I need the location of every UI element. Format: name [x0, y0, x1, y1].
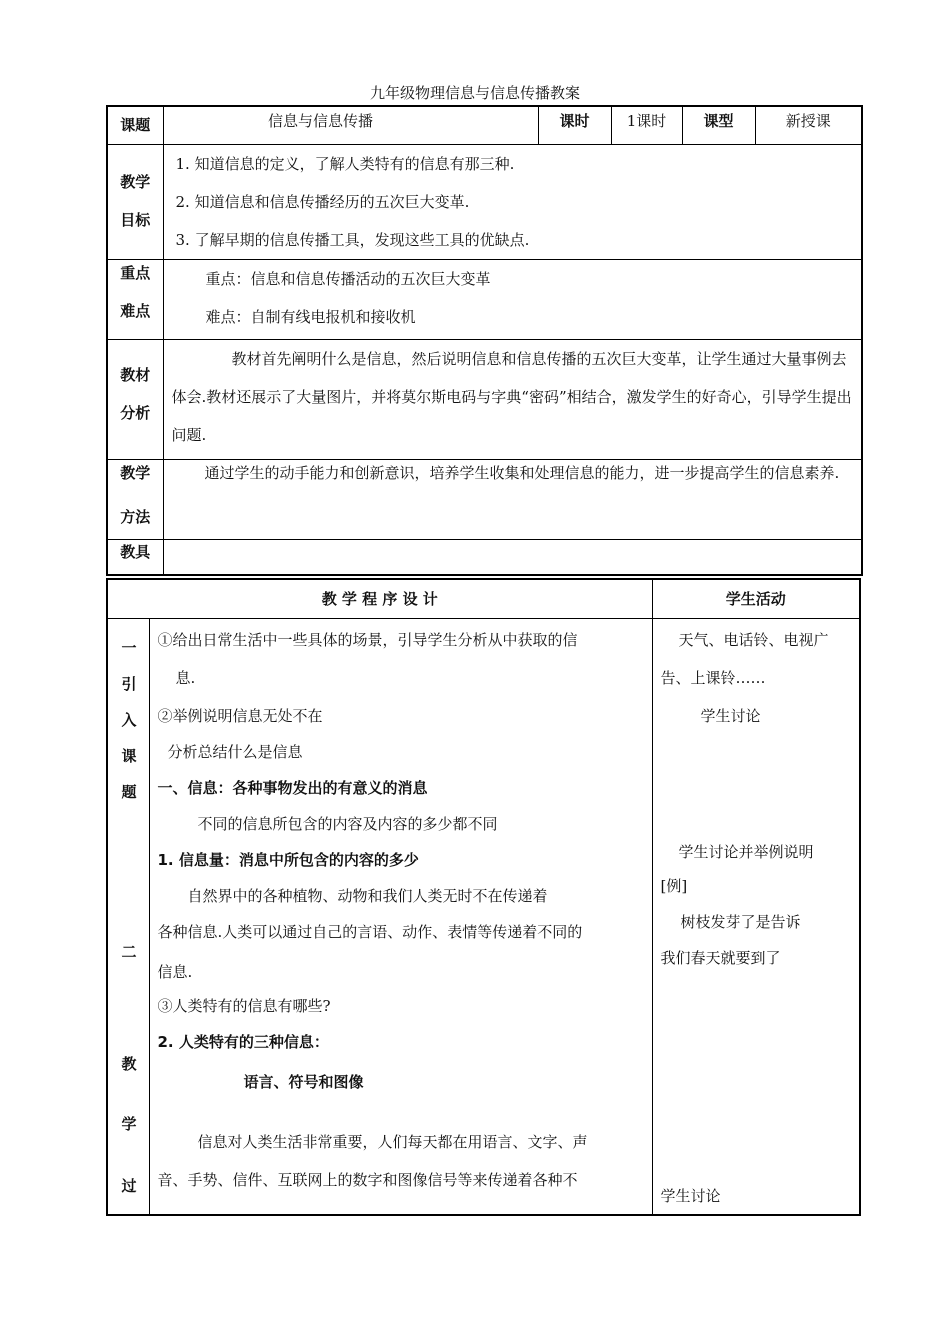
- goals-label: 教学 目标: [107, 144, 163, 259]
- topic-label: 课题: [107, 106, 163, 144]
- hours-label: 课时: [538, 106, 611, 144]
- document-title: 九年级物理信息与信息传播教案: [369, 84, 580, 102]
- stage-char: 过: [121, 1177, 137, 1195]
- tools-label: 教具: [107, 539, 163, 575]
- activity-line: 告、上课铃……: [660, 669, 766, 687]
- student-activity-header: 学生活动: [652, 579, 860, 619]
- stage-char: 引: [121, 675, 137, 693]
- type-label: 课型: [682, 106, 755, 144]
- topic-value: 信息与信息传播: [163, 106, 538, 144]
- procedure-line: ①给出日常生活中一些具体的场景，引导学生分析从中获取的信: [157, 631, 578, 649]
- procedure-line: 不同的信息所包含的内容及内容的多少都不同: [197, 815, 498, 833]
- stage-char: 二: [121, 943, 137, 961]
- stage-char: 教: [121, 1055, 137, 1073]
- student-activity-content: [652, 619, 860, 1215]
- stage-char: 入: [121, 711, 137, 729]
- goal-item: 2. 知道信息和信息传播经历的五次巨大变革.: [175, 192, 470, 211]
- stage-column: [107, 619, 149, 1215]
- type-value: 新授课: [755, 106, 862, 144]
- activity-line: 树枝发芽了是告诉: [680, 913, 801, 931]
- procedure-content: [149, 619, 652, 1215]
- procedure-line: ②举例说明信息无处不在: [157, 707, 323, 725]
- activity-line: 学生讨论: [660, 1187, 721, 1205]
- lesson-design-table: [106, 578, 861, 1216]
- activity-line: 天气、电话铃、电视广: [678, 631, 829, 649]
- procedure-heading: 一、信息：各种事物发出的有意义的消息: [157, 779, 428, 797]
- procedure-line: 音、手势、信件、互联网上的数字和图像信号等来传递着各种不: [157, 1171, 578, 1189]
- design-header: 教 学 程 序 设 计: [107, 579, 652, 619]
- tools-content: [163, 539, 862, 575]
- lesson-info-table: [106, 105, 863, 576]
- analysis-content: 教材首先阐明什么是信息，然后说明信息和信息传播的五次巨大变革，让学生通过大量事例去体会.教材还展示了大量图片，并将莫尔斯电码与字典“密码”相结合，激发学生的好奇心，引导学生提出问题.: [163, 339, 862, 459]
- focus-content: [163, 259, 862, 339]
- difficult-point: 难点：自制有线电报机和接收机: [205, 307, 416, 326]
- goal-item: 1. 知道信息的定义，了解人类特有的信息有那三种.: [175, 154, 515, 173]
- key-point: 重点：信息和信息传播活动的五次巨大变革: [205, 269, 491, 288]
- stage-char: 学: [121, 1115, 137, 1133]
- activity-line: 我们春天就要到了: [660, 949, 781, 967]
- procedure-line: 分析总结什么是信息: [167, 743, 303, 761]
- method-label: 教学 方法: [107, 459, 163, 539]
- procedure-line: 信息.: [157, 963, 193, 981]
- hours-value: 1课时: [611, 106, 682, 144]
- procedure-heading: 1. 信息量：消息中所包含的内容的多少: [157, 851, 419, 869]
- procedure-line: 自然界中的各种植物、动物和我们人类无时不在传递着: [187, 887, 548, 905]
- stage-char: 课: [121, 747, 137, 765]
- goal-item: 3. 了解早期的信息传播工具，发现这些工具的优缺点.: [175, 230, 530, 249]
- procedure-line: 息.: [175, 669, 196, 687]
- focus-label: 重点 难点: [107, 259, 163, 339]
- procedure-heading: 语言、符号和图像: [243, 1073, 364, 1091]
- procedure-heading: 2. 人类特有的三种信息：: [157, 1033, 329, 1051]
- activity-line: [例]: [660, 877, 688, 895]
- activity-line: 学生讨论并举例说明: [678, 843, 814, 861]
- goals-content: [163, 144, 862, 259]
- activity-line: 学生讨论: [700, 707, 761, 725]
- stage-char: 题: [121, 783, 137, 801]
- stage-char: 一: [121, 639, 137, 657]
- analysis-label: 教材 分析: [107, 339, 163, 459]
- procedure-line: ③人类特有的信息有哪些?: [157, 997, 331, 1015]
- method-content: 通过学生的动手能力和创新意识，培养学生收集和处理信息的能力，进一步提高学生的信息素养.: [163, 459, 862, 539]
- procedure-line: 信息对人类生活非常重要，人们每天都在用语言、文字、声: [197, 1133, 588, 1151]
- procedure-line: 各种信息.人类可以通过自己的言语、动作、表情等传递着不同的: [157, 923, 583, 941]
